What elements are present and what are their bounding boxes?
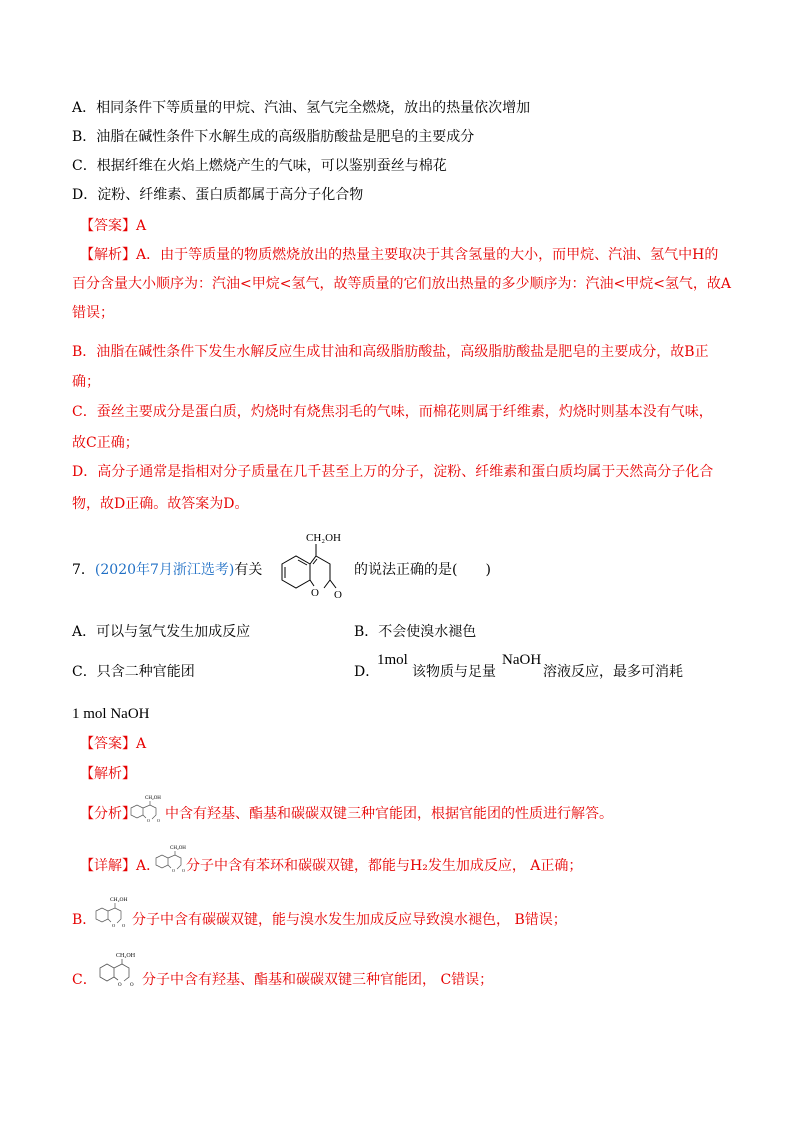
small-molecule-1-carbonyl: O [157, 818, 160, 823]
q7-option-d-mid: 该物质与足量 [412, 664, 496, 680]
q6-option-a: A．相同条件下等质量的甲烷、汽油、氢气完全燃烧，放出的热量依次增加 [72, 100, 531, 116]
molecule-carbonyl-oxygen: O [334, 589, 342, 601]
coumarin-molecule-structure [262, 528, 352, 608]
q7-option-d-prefix: D． [354, 664, 380, 680]
q6-answer: 【答案】A [80, 218, 147, 234]
q7-analysis-title: 【解析】 [80, 766, 136, 782]
q6-analysis-line-7: 故C正确； [72, 435, 139, 451]
molecule-ch2oh-label: CH₂OH [306, 532, 342, 544]
q6-analysis-line-5: 确； [72, 374, 100, 390]
q7-option-c: C．只含二种官能团 [72, 664, 195, 680]
small-molecule-2-carbonyl: O [182, 868, 185, 873]
q7-option-b: B．不会使溴水褪色 [354, 624, 477, 640]
small-molecule-3-label: CH₂OH [110, 897, 128, 903]
q6-analysis-line-1: 【解析】A．由于等质量的物质燃烧放出的热量主要取决于其含氢量的大小，而甲烷、汽油、氢气中H的 [80, 247, 719, 263]
q7-option-a: A．可以与氢气发生加成反应 [72, 624, 251, 640]
q7-b-prefix: B． [72, 912, 97, 928]
small-molecule-2-oxygen: O [172, 868, 175, 873]
q7-number: 7． [72, 562, 95, 578]
small-molecule-structure-3 [90, 893, 132, 933]
q7-answer: 【答案】A [80, 736, 147, 752]
q7-option-d-1mol: 1mol [377, 652, 408, 668]
q7-stem-post: 的说法正确的是( ) [354, 562, 491, 578]
small-molecule-4-label: CH₂OH [116, 953, 136, 959]
q7-fenxi-label: 【分析】 [80, 806, 136, 822]
q6-option-d: D．淀粉、纤维素、蛋白质都属于高分子化合物 [72, 187, 364, 203]
small-molecule-1-label: CH₂OH [145, 796, 161, 801]
q7-c-prefix: C． [72, 972, 97, 988]
q7-source: (2020年7月浙江选考) [94, 562, 235, 578]
q6-option-b: B．油脂在碱性条件下水解生成的高级脂肪酸盐是肥皂的主要成分 [72, 129, 475, 145]
q6-option-c: C．根据纤维在火焰上燃烧产生的气味，可以鉴别蚕丝与棉花 [72, 158, 447, 174]
small-molecule-3-oxygen: O [112, 923, 116, 928]
q7-option-d-naoh: NaOH [502, 652, 542, 668]
small-molecule-3-carbonyl: O [122, 923, 126, 928]
q7-b-text: 分子中含有碳碳双键，能与溴水发生加成反应导致溴水褪色， B错误； [132, 912, 567, 928]
q7-xiangjie-label: 【详解】 [80, 858, 136, 874]
small-molecule-1-oxygen: O [147, 818, 150, 823]
q7-stem-pre: 有关 [234, 562, 263, 578]
q6-analysis-line-2: 百分含量大小顺序为：汽油<甲烷<氢气，故等质量的它们放出热量的多少顺序为：汽油<甲烷<氢气，故A [72, 276, 732, 292]
q7-option-d-end: 溶液反应，最多可消耗 [543, 664, 683, 680]
q6-analysis-line-8: D．高分子通常是指相对分子质量在几千甚至上万的分子，淀粉、纤维素和蛋白质均属于天然高分子化合 [72, 464, 714, 480]
q6-analysis-line-3: 错误； [72, 305, 114, 321]
small-molecule-4-carbonyl: O [130, 983, 134, 988]
q6-analysis-line-6: C．蚕丝主要成分是蛋白质，灼烧时有烧焦羽毛的气味，而棉花则属于纤维素，灼烧时则基本没有气味， [72, 404, 713, 420]
small-molecule-structure-1 [125, 793, 167, 827]
q7-fenxi-text: 中含有羟基、酯基和碳碳双键三种官能团，根据官能团的性质进行解答。 [165, 806, 613, 822]
q7-xiangjie-a-prefix: A． [136, 858, 161, 874]
small-molecule-2-label: CH₂OH [170, 846, 186, 851]
q7-option-d-tail: 1 mol NaOH [72, 706, 150, 722]
small-molecule-4-oxygen: O [118, 983, 122, 988]
q6-analysis-line-9: 物，故D正确。故答案为D。 [72, 496, 249, 512]
small-molecule-structure-4 [94, 948, 142, 992]
q6-analysis-line-4: B．油脂在碱性条件下发生水解反应生成甘油和高级脂肪酸盐，高级脂肪酸盐是肥皂的主要成分，故B正 [72, 344, 709, 360]
q7-xiangjie-a-text: 分子中含有苯环和碳碳双键，都能与H₂发生加成反应， A正确； [186, 858, 583, 874]
molecule-ring-oxygen: O [311, 587, 319, 599]
q7-c-text: 分子中含有羟基、酯基和碳碳双键三种官能团， C错误； [142, 972, 494, 988]
